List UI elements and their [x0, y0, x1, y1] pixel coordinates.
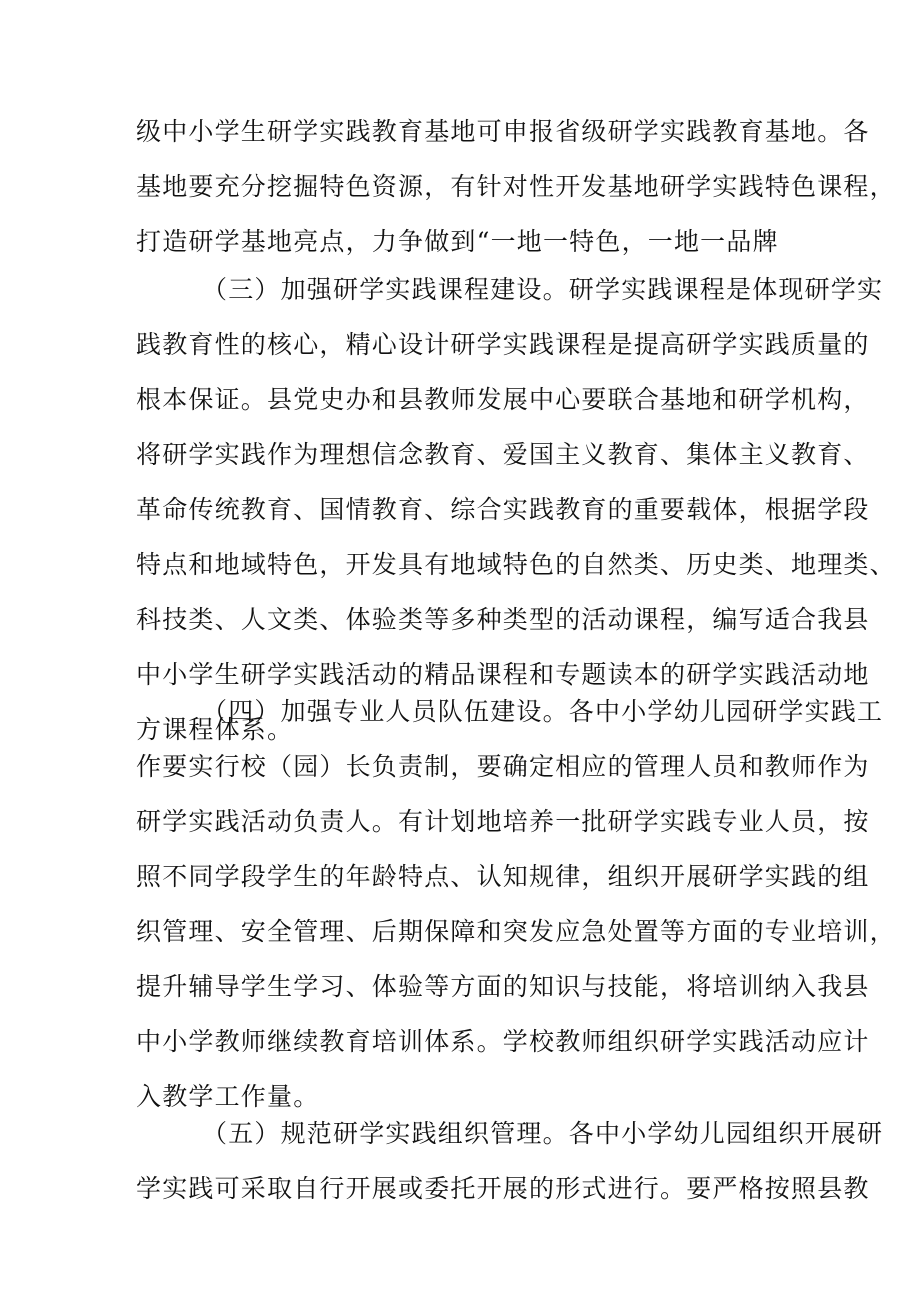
text-line: 照不同学段学生的年龄特点、认知规律，组织开展研学实践的组 [136, 862, 870, 891]
text-line: 学实践可采取自行开展或委托开展的形式进行。要严格按照县教 [136, 1174, 870, 1203]
paragraph-section-3-curriculum [136, 262, 896, 757]
text-line: 基地要充分挖掘特色资源，有针对性开发基地研学实践特色课程， [136, 172, 896, 201]
text-line: 根本保证。县党史办和县教师发展中心要联合基地和研学机构， [136, 385, 870, 414]
text-line: 践教育性的核心，精心设计研学实践课程是提高研学实践质量的 [136, 330, 870, 359]
text-line: 作要实行校（园）长负责制，要确定相应的管理人员和教师作为 [136, 752, 870, 781]
text-line: 中小学生研学实践活动的精品课程和专题读本的研学实践活动地 [136, 660, 870, 689]
text-line: 研学实践活动负责人。有计划地培养一批研学实践专业人员，按 [136, 807, 870, 836]
paragraph-section-4-staff [136, 684, 896, 1124]
text-line: 中小学教师继续教育培训体系。学校教师组织研学实践活动应计 [136, 1027, 870, 1056]
text-line: 革命传统教育、国情教育、综合实践教育的重要载体，根据学段 [136, 495, 870, 524]
text-line: 提升辅导学生学习、体验等方面的知识与技能，将培训纳入我县 [136, 972, 870, 1001]
text-line: 打造研学基地亮点，力争做到“一地一特色，一地一品牌 [136, 227, 779, 256]
text-line: 方课程体系。 [136, 715, 294, 744]
paragraph-base-branding [136, 104, 896, 269]
text-line: （五）规范研学实践组织管理。各中小学幼儿园组织开展研 [202, 1119, 884, 1148]
paragraph-section-5-management [136, 1106, 884, 1216]
text-line: 织管理、安全管理、后期保障和突发应急处置等方面的专业培训， [136, 917, 896, 946]
text-line: （三）加强研学实践课程建设。研学实践课程是体现研学实 [202, 275, 884, 304]
text-line: 将研学实践作为理想信念教育、爱国主义教育、集体主义教育、 [136, 440, 870, 469]
text-line: 科技类、人文类、体验类等多种类型的活动课程，编写适合我县 [136, 605, 870, 634]
text-line: （四）加强专业人员队伍建设。各中小学幼儿园研学实践工 [202, 697, 884, 726]
text-line: 特点和地域特色，开发具有地域特色的自然类、历史类、地理类、 [136, 550, 896, 579]
text-line: 入教学工作量。 [136, 1082, 320, 1111]
text-line: 级中小学生研学实践教育基地可申报省级研学实践教育基地。各 [136, 117, 870, 146]
